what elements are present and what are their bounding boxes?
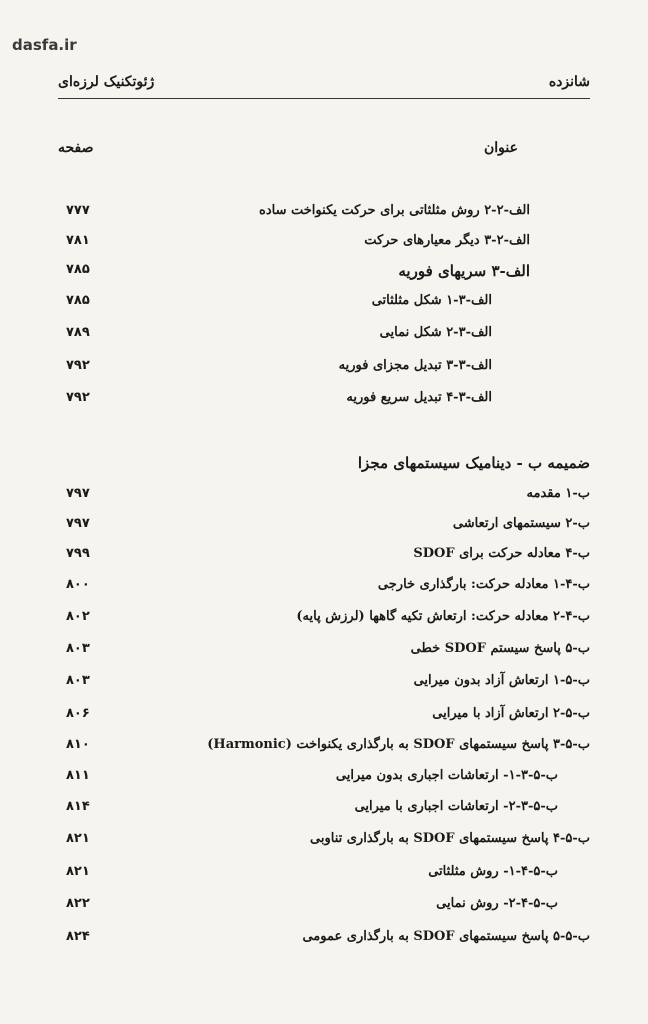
toc-row: [58, 516, 590, 540]
toc-row: [58, 768, 590, 792]
toc-entry-title: ب-۵-۱ ارتعاش آزاد بدون میرایی: [413, 673, 590, 688]
toc-entry-title: ب-۴ معادله حرکت برای SDOF: [413, 546, 590, 561]
toc-entry-page: ۸۱۱: [66, 768, 90, 783]
toc-entry-page: ۷۹۲: [66, 358, 90, 373]
toc-row: [58, 390, 590, 414]
column-headings: [58, 140, 590, 162]
toc-row: [58, 706, 590, 730]
toc-row: [58, 864, 590, 888]
toc-row: [58, 737, 590, 761]
toc-row: [58, 262, 590, 286]
toc-entry-page: ۷۷۷: [66, 203, 90, 218]
toc-entry-title: ب-۵-۴ پاسخ سیستمهای SDOF به بارگذاری تناوبی: [310, 831, 590, 846]
toc-row: [58, 546, 590, 570]
toc-entry-title: ب-۵-۴-۲- روش نمایی: [436, 896, 558, 911]
toc-entry-title: الف-۳-۴ تبدیل سریع فوریه: [346, 390, 492, 405]
toc-entry-page: ۷۸۱: [66, 233, 90, 248]
toc-entry-page: ۷۹۹: [66, 546, 90, 561]
toc-entry-page: ۸۲۴: [66, 929, 90, 944]
toc-row: [58, 896, 590, 920]
toc-entry-page: ۷۸۹: [66, 325, 90, 340]
toc-entry-title: الف-۳-۲ شکل نمایی: [379, 325, 492, 340]
watermark-text: dasfa.ir: [12, 36, 77, 54]
page-column-heading: صفحه: [58, 140, 94, 156]
toc-entry-title: ب-۵ پاسخ سیستم SDOF خطی: [410, 641, 590, 656]
toc-entry-page: ۸۲۱: [66, 831, 90, 846]
toc-row: [58, 641, 590, 665]
toc-entry-title: الف-۳-۳ تبدیل مجزای فوریه: [338, 358, 492, 373]
toc-entry-page: ۷۹۲: [66, 390, 90, 405]
toc-entry-title: ب-۴-۲ معادله حرکت: ارتعاش تکیه گاهها (لرزش پایه): [296, 609, 590, 624]
toc-entry-page: ۸۰۳: [66, 673, 90, 688]
toc-row: [58, 358, 590, 382]
toc-entry-page: ۸۲۲: [66, 896, 90, 911]
toc-entry-title: الف-۲-۲ روش مثلثاتی برای حرکت یکنواخت ساده: [259, 203, 530, 218]
toc-entry-title: ب-۵-۳-۲- ارتعاشات اجباری با میرایی: [354, 799, 558, 814]
toc-entry-title: ب-۲ سیستمهای ارتعاشی: [452, 516, 590, 531]
toc-entry-page: ۸۰۰: [66, 577, 90, 592]
toc-entry-page: ۸۰۶: [66, 706, 90, 721]
toc-entry-page: ۸۲۱: [66, 864, 90, 879]
toc-entry-title: الف-۲-۳ دیگر معیارهای حرکت: [364, 233, 530, 248]
toc-row: [58, 233, 590, 257]
page-header: [58, 72, 590, 99]
toc-row: [58, 486, 590, 510]
toc-entry-title: ب-۵-۵ پاسخ سیستمهای SDOF به بارگذاری عمومی: [302, 929, 590, 944]
toc-entry-title: ب-۵-۲ ارتعاش آزاد با میرایی: [432, 706, 590, 721]
toc-row: [58, 293, 590, 317]
toc-row: [58, 609, 590, 633]
title-column-heading: عنوان: [484, 140, 518, 156]
book-title: ژئوتکنیک لرزه‌ای: [58, 74, 155, 90]
toc-entry-title: ب-۵-۳-۱- ارتعاشات اجباری بدون میرایی: [335, 768, 558, 783]
toc-entry-title: الف-۳ سریهای فوریه: [398, 262, 530, 280]
toc-entry-title: ضمیمه ب - دینامیک سیستمهای مجزا: [357, 454, 590, 472]
toc-entry-page: ۸۱۴: [66, 799, 90, 814]
toc-entry-page: ۸۰۲: [66, 609, 90, 624]
toc-row: [58, 454, 590, 478]
toc-entry-page: ۷۸۵: [66, 293, 90, 308]
toc-entry-title: ب-۵-۳ پاسخ سیستمهای SDOF به بارگذاری یکنواخت (Harmonic): [207, 737, 590, 752]
toc-row: [58, 673, 590, 697]
toc-entry-page: ۷۹۷: [66, 486, 90, 501]
toc-entry-page: ۸۱۰: [66, 737, 90, 752]
toc-row: [58, 325, 590, 349]
toc-row: [58, 799, 590, 823]
toc-entry-page: ۷۸۵: [66, 262, 90, 277]
toc-entry-page: ۷۹۷: [66, 516, 90, 531]
toc-row: [58, 929, 590, 953]
toc-row: [58, 203, 590, 227]
toc-entry-page: ۸۰۳: [66, 641, 90, 656]
toc-entry-title: ب-۱ مقدمه: [526, 486, 590, 501]
toc-row: [58, 577, 590, 601]
toc-row: [58, 831, 590, 855]
toc-entry-title: الف-۳-۱ شکل مثلثاتی: [371, 293, 492, 308]
page-number-word: شانزده: [548, 74, 590, 90]
toc-entry-title: ب-۴-۱ معادله حرکت: بارگذاری خارجی: [377, 577, 590, 592]
toc-entry-title: ب-۵-۴-۱- روش مثلثاتی: [428, 864, 558, 879]
